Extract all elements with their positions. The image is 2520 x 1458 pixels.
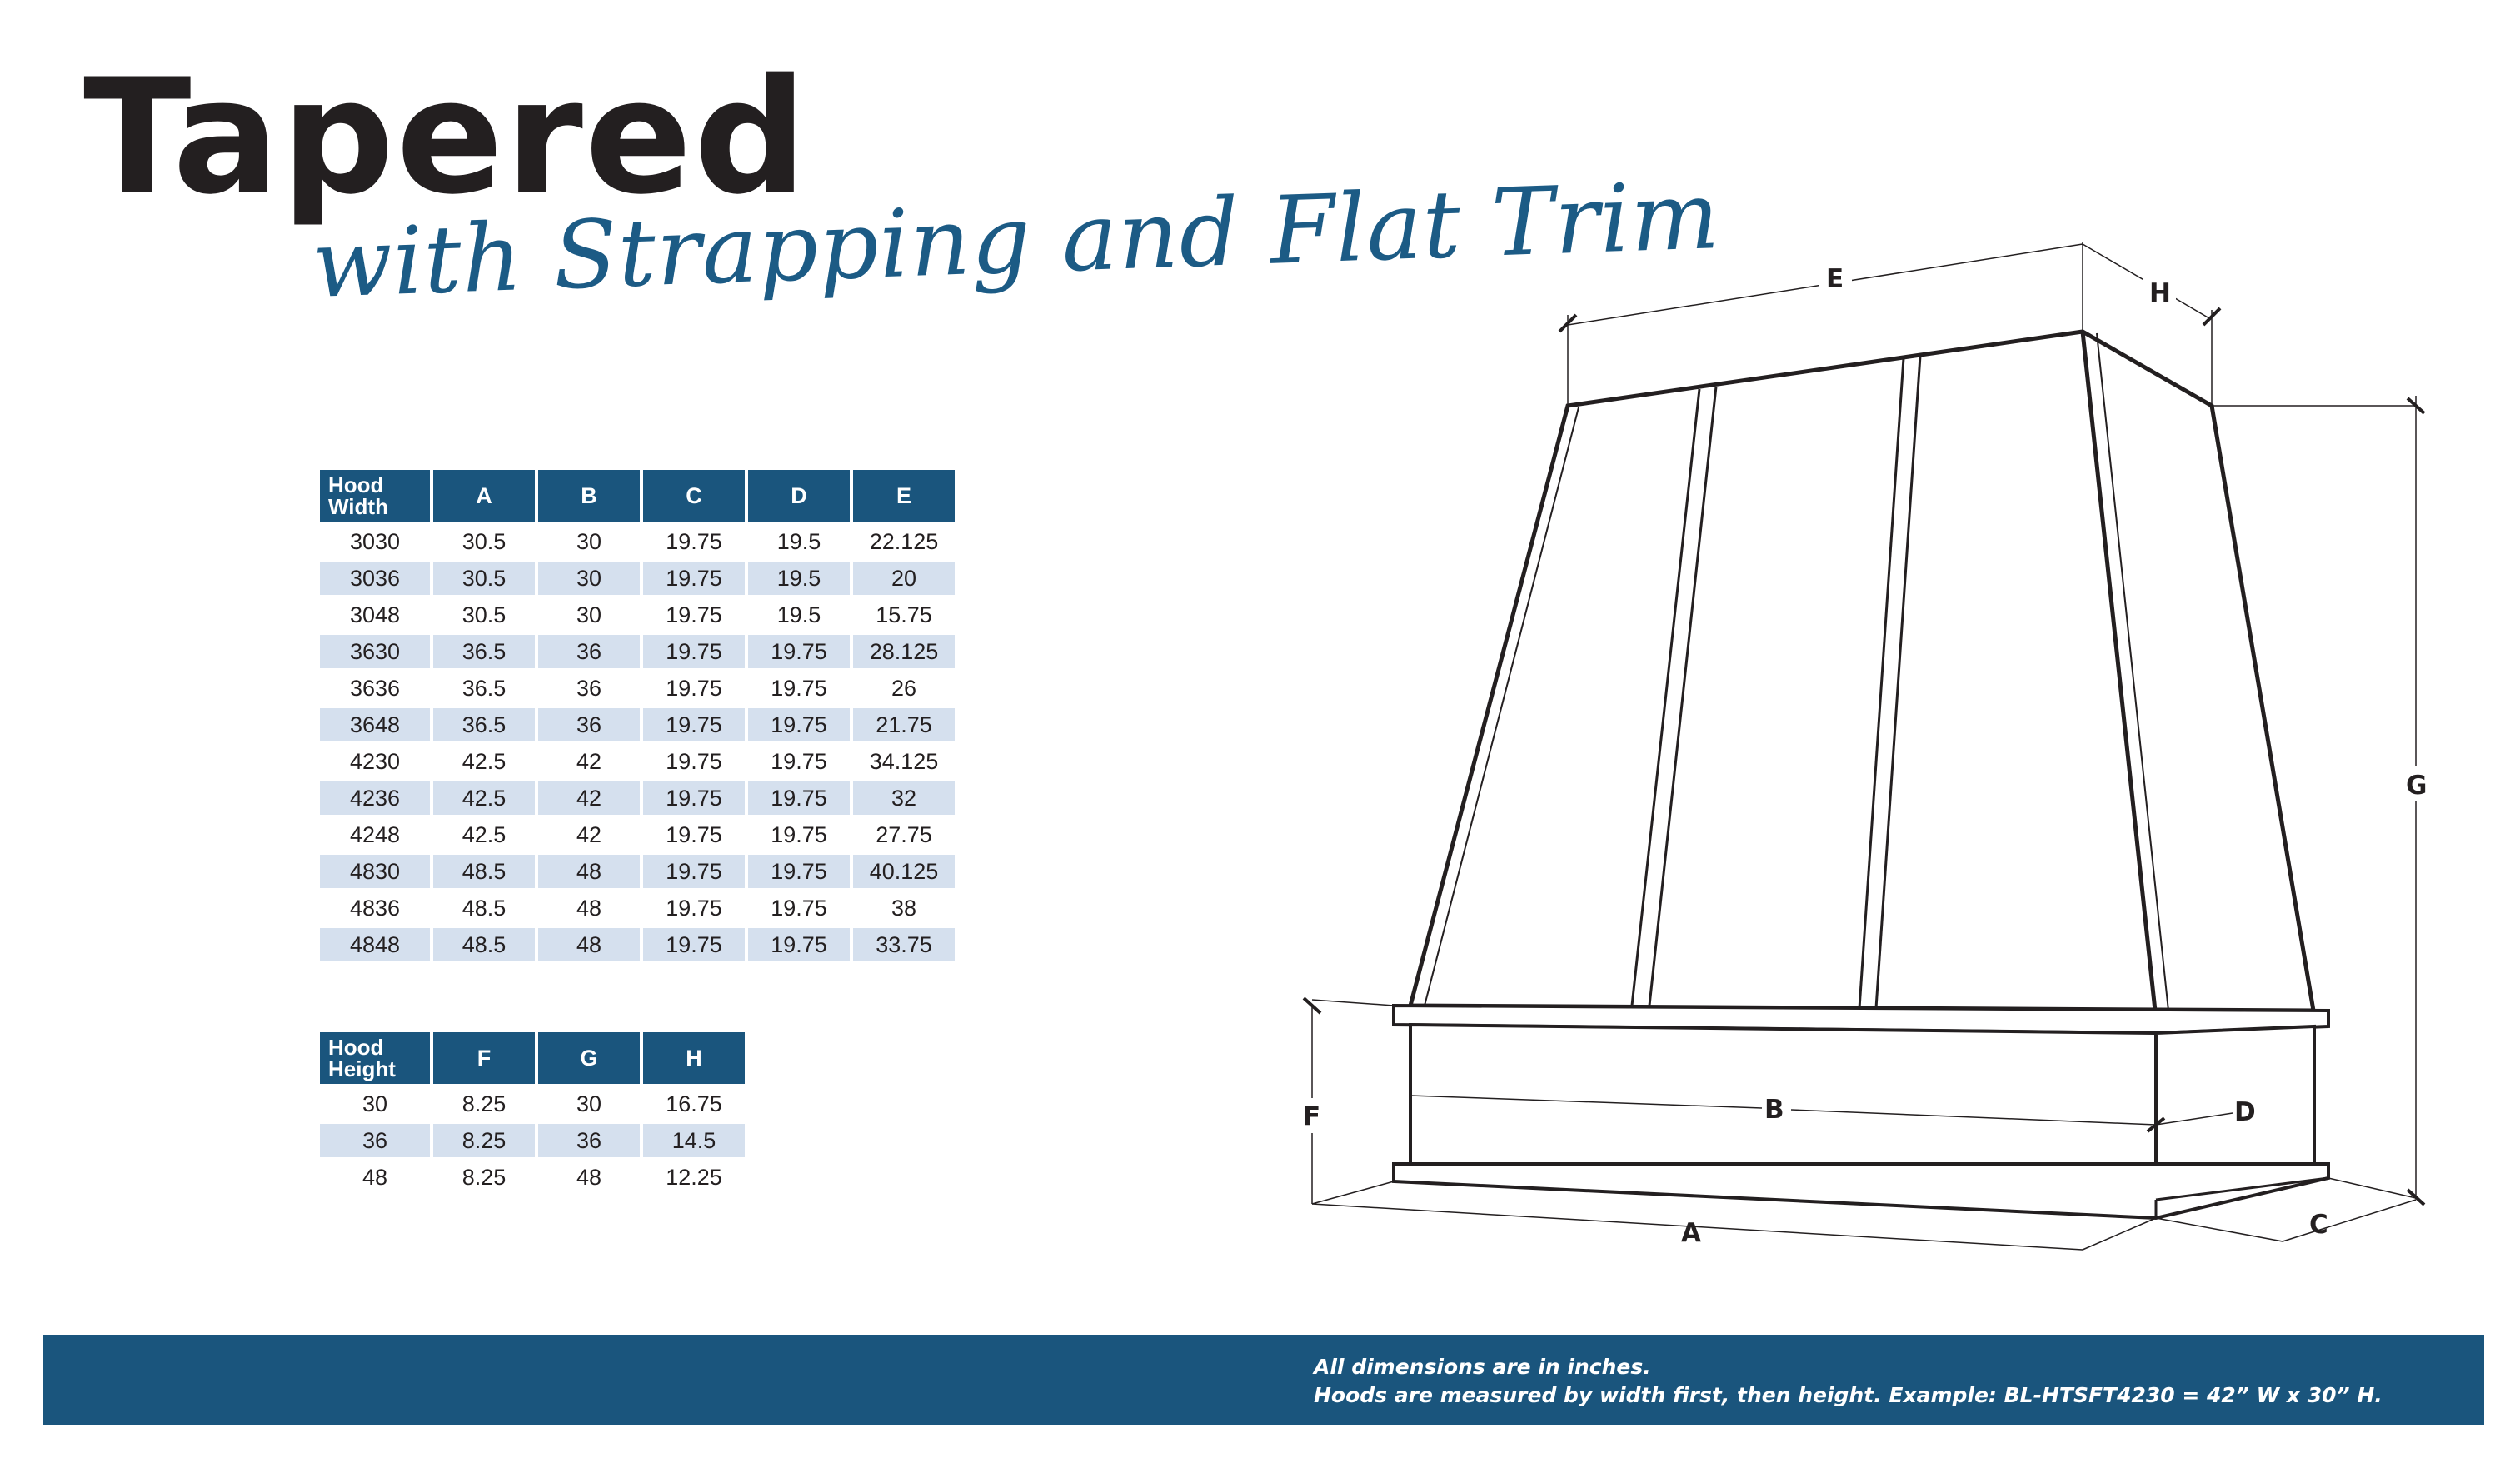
dim-label-d: D (2234, 1097, 2256, 1127)
header-cell-d: D (748, 470, 850, 522)
header-cell-b: B (538, 470, 640, 522)
table-cell: 3648 (320, 708, 430, 741)
table-cell: 42 (538, 781, 640, 815)
hood-outline (1394, 332, 2328, 1218)
table-cell: 19.5 (776, 528, 821, 554)
table-cell: 30 (362, 1091, 388, 1116)
table-cell: 19.75 (748, 708, 850, 741)
dim-label-f: F (1303, 1101, 1321, 1131)
footer-note (1314, 1353, 2383, 1410)
table-cell: 19.75 (666, 748, 722, 774)
table-cell: 22.125 (869, 528, 939, 554)
table-cell: 40.125 (853, 855, 955, 888)
header-cell-h: H (643, 1032, 745, 1084)
table-cell: 48.5 (433, 928, 535, 961)
header-cell-g: G (538, 1032, 640, 1084)
table-cell: 36 (538, 1124, 640, 1157)
header-cell-a: A (433, 470, 535, 522)
table-cell: 19.75 (643, 928, 745, 961)
table-cell: 19.5 (748, 562, 850, 595)
table-cell: 19.75 (666, 675, 722, 701)
table-cell: 34.125 (869, 748, 939, 774)
table-cell: 30 (538, 562, 640, 595)
table-cell: 4230 (349, 748, 401, 774)
table-cell: 15.75 (876, 602, 932, 627)
table-cell: 48.5 (433, 855, 535, 888)
table-cell: 19.75 (771, 675, 827, 701)
footer-bar (43, 1335, 2484, 1425)
table-cell: 19.75 (643, 781, 745, 815)
header-cell-hood-size: Hood Height (320, 1032, 430, 1084)
table-cell: 20 (853, 562, 955, 595)
table-cell: 42 (576, 821, 602, 847)
table-cell: 36.5 (433, 635, 535, 668)
table-cell: 30.5 (462, 602, 506, 627)
table-cell: 19.75 (643, 635, 745, 668)
table-cell: 19.75 (643, 562, 745, 595)
header-cell-e: E (853, 470, 955, 522)
header-cell-c: C (643, 470, 745, 522)
table-cell: 19.75 (666, 602, 722, 627)
table-cell: 19.5 (776, 602, 821, 627)
table-cell: 48.5 (462, 895, 506, 921)
table-cell: 36 (538, 635, 640, 668)
dim-label-e: E (1826, 264, 1844, 294)
table-cell: 38 (891, 895, 917, 921)
table-cell: 30 (576, 528, 602, 554)
table-cell: 19.75 (666, 528, 722, 554)
table-cell: 19.75 (666, 895, 722, 921)
table-cell: 48 (576, 1164, 602, 1190)
table-cell: 30 (576, 1091, 602, 1116)
table-cell: 36 (576, 675, 602, 701)
dim-label-b: B (1764, 1095, 1784, 1125)
table-cell: 36 (538, 708, 640, 741)
table-cell: 30.5 (462, 528, 506, 554)
dim-label-c: C (2309, 1210, 2328, 1240)
table-cell: 48 (576, 895, 602, 921)
table-cell: 19.75 (643, 855, 745, 888)
table-cell: 19.75 (748, 855, 850, 888)
header-cell-f: F (433, 1032, 535, 1084)
table-cell: 42.5 (462, 748, 506, 774)
table-cell: 4248 (349, 821, 401, 847)
footer-line-example: Hoods are measured by width first, then height. Example: BL-HTSFT4230 = 42” W x 30” H. (1314, 1383, 2383, 1407)
table-cell: 36.5 (462, 675, 506, 701)
table-cell: 33.75 (853, 928, 955, 961)
table-cell: 3636 (349, 675, 401, 701)
table-cell: 19.75 (771, 748, 827, 774)
dim-label-h: H (2149, 278, 2171, 308)
table-cell: 42 (576, 748, 602, 774)
table-cell: 14.5 (643, 1124, 745, 1157)
table-cell: 48 (362, 1164, 388, 1190)
table-cell: 4236 (320, 781, 430, 815)
table-cell: 36 (320, 1124, 430, 1157)
table-cell: 19.75 (666, 821, 722, 847)
footer-line-units: All dimensions are in inches. (1314, 1355, 1651, 1379)
table-cell: 48 (538, 928, 640, 961)
table-cell: 19.75 (771, 821, 827, 847)
table-cell: 19.75 (748, 635, 850, 668)
table-cell: 3048 (349, 602, 401, 627)
table-cell: 3630 (320, 635, 430, 668)
table-cell: 4836 (349, 895, 401, 921)
table-cell: 27.75 (876, 821, 932, 847)
page-title: Tapered (83, 45, 809, 229)
dim-label-a: A (1681, 1218, 1701, 1248)
table-cell: 16.75 (666, 1091, 722, 1116)
page-subtitle: with Strapping and Flat Trim (310, 162, 1722, 319)
table-cell: 26 (891, 675, 917, 701)
header-cell-hood-size: Hood Width (320, 470, 430, 522)
table-cell: 19.75 (643, 708, 745, 741)
table-cell: 21.75 (853, 708, 955, 741)
table-cell: 19.75 (771, 895, 827, 921)
table-cell: 8.25 (433, 1124, 535, 1157)
table-cell: 30.5 (433, 562, 535, 595)
table-cell: 3036 (320, 562, 430, 595)
table-cell: 48 (538, 855, 640, 888)
table-cell: 3030 (349, 528, 401, 554)
table-cell: 28.125 (853, 635, 955, 668)
table-cell: 4830 (320, 855, 430, 888)
table-cell: 8.25 (462, 1091, 506, 1116)
dim-label-g: G (2406, 771, 2428, 801)
table-cell: 32 (853, 781, 955, 815)
table-cell: 4848 (320, 928, 430, 961)
table-cell: 19.75 (748, 781, 850, 815)
table-cell: 19.75 (748, 928, 850, 961)
table-cell: 8.25 (462, 1164, 506, 1190)
table-cell: 42.5 (433, 781, 535, 815)
table-cell: 30 (576, 602, 602, 627)
table-cell: 12.25 (666, 1164, 722, 1190)
table-cell: 42.5 (462, 821, 506, 847)
table-cell: 36.5 (433, 708, 535, 741)
